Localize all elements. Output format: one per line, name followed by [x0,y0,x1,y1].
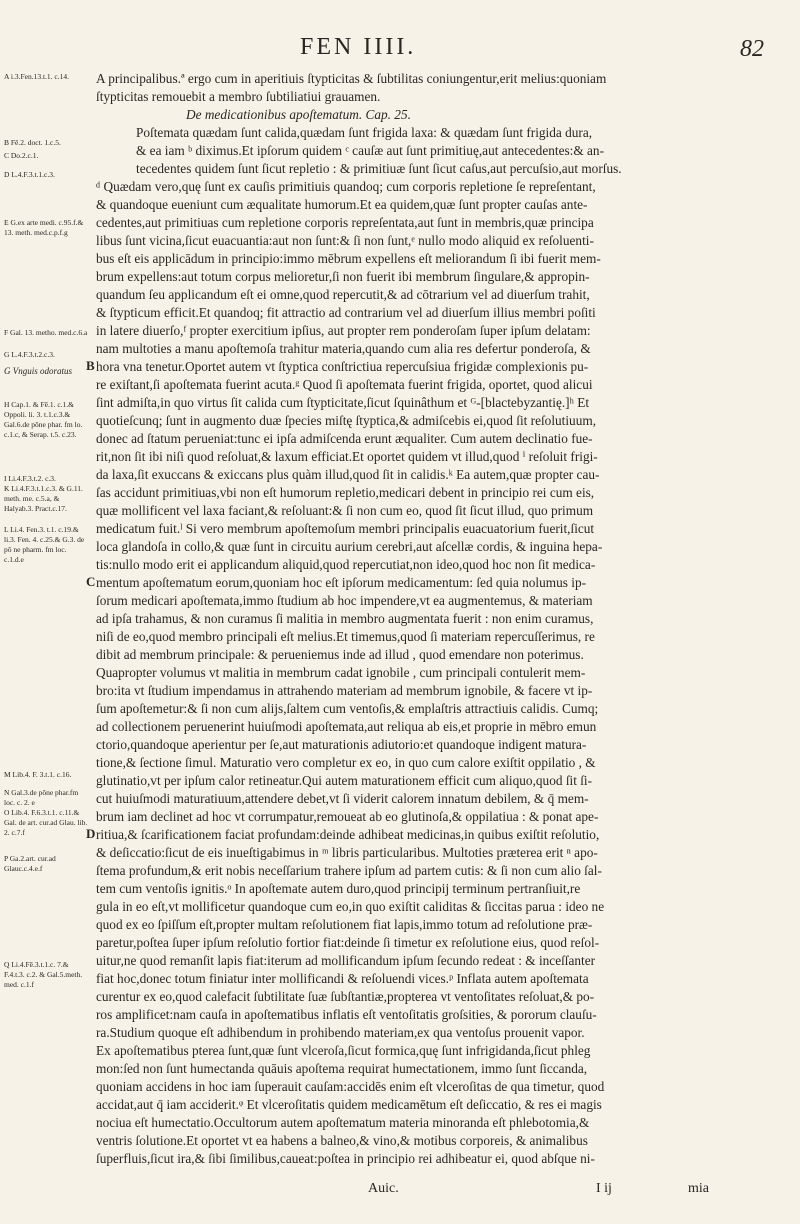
page-catchword: mia [688,1181,709,1196]
text-line: ventris ſolutione.Et oportet vt ea habens a balneo,& vino,& motibus corporeis, & animalibus [96,1133,588,1148]
text-line: mentum apoſtematum eorum,quoniam hoc eſt ipſorum medicamentum: ſed quia nolumus ip- [96,575,587,590]
text-line: quod ex eo ſpiſſum eſt,propter multam reſolutionem fiat lapis,immo totum ad reſolutione præ- [96,917,593,932]
text-line: ad collectionem peruenerint huiuſmodi apoſtemata,aut reliqua ab eis,et proprie in mēbro emun [96,719,597,734]
text-line: ad ipſa trahamus, & non curamus ſi malitia in membro augmentata fuerit : non enim curamus, [96,611,594,626]
text-line: paretur,poſtea ſuper ipſum reſolutio fortior fiat:deinde ſi timetur ex reſolutione eius, quod reſol- [96,935,600,950]
margin-note: A i.3.Fen.13.t.1. c.14. [4,72,69,81]
text-line: quæ mollificent vel laxa faciant,& reſoluant:& ſi non cum eo, quod ſit ſicut illud, quo primum [96,503,594,518]
text-line: donec ad ſtatum perueniat:tunc ei ipſa admiſcenda erunt æqualiter. Cum autem declinatio fue- [96,431,593,446]
margin-note: G Vnguis odoratus [4,366,73,376]
text-line: ſtypticitas remouebit a membro ſubtiliatiui grauamen. [96,89,381,104]
text-line: ſas accidunt primitiuas,vbi non eſt humorum repletio,medicari debent in principio rei cum eis, [96,485,595,500]
text-line: ſorum medicari apoſtemata,immo ſtudium ab hoc impendere,vt ea augmentemus, & materiam [96,593,593,608]
text-line: rit,non ſit ibi niſi quod reſoluat,& laxum efficiat.Et oportet quidem vt illud,quod ⁱ reſoluit frigi- [96,449,598,464]
text-line: bus eſt eis applicādum in principio:immo mēbrum expellens eſt meliorandum ſi ibi fuerit mem- [96,251,601,266]
margin-note: K Li.4.F.3.t.1.c.3. & G.11. meth. me. c.5.a, & Halyab.3. Pract.c.17. [4,484,83,513]
text-line: quotieſcunq; ſunt in augmento duæ ſpecies miſtę ſtyptica,& admiſcebis ei,quod ſit reſolutiuum, [96,413,597,428]
text-line: nociua eſt humectatio.Occultorum autem apoſtematum materia minoranda eſt phlebotomia,& [96,1115,590,1130]
text-line: tem cum ventoſis ignitis.ᵒ In apoſtemate autem duro,quod principij terminum pertranſiuit,re [96,881,581,896]
text-line: ᵈ Quædam vero,quę ſunt ex cauſis primitiuis quandoq; cum corporis repletione ſe repreſentant, [96,179,596,194]
text-line: & deſiccatio:ſicut de eis inueſtigabimus in ᵐ libris particularibus. Multoties præterea erit ⁿ apo- [96,845,598,860]
text-line: fiat hoc,donec totum finiatur inter mollificandi & reſoluendi vices.ᵖ Inflata autem apoſtemata [96,971,589,986]
margin-note: D L.4.F.3.t.1.c.3. [4,170,55,179]
margin-note: P Ga.2.art. cur.ad Glauc.c.4.e.f [4,854,56,873]
text-line: dibit ad membrum principale: & perueniemus inde ad illud , quod emendare non poterimus. [96,647,584,662]
text-line: nam multoties a manu apoſtemoſa trahitur materia,quando cum alia res defertur ponderoſa, & [96,341,591,356]
text-line: loca glandoſa in collo,& quæ ſunt in circuitu aurium cerebri,aut aſcellæ cordis, & inguina hepa- [96,539,603,554]
text-line: mon:ſed non ſunt humectanda quāuis apoſtema requirat humectationem, immo ſunt ſiccanda, [96,1061,588,1076]
margin-note: M Lib.4. F. 3.t.1. c.16. [4,770,72,779]
text-line: in latere diuerſo,ᶠ propter exercitium ipſius, aut propter rem ponderoſam ſuper ipſum delatam: [96,323,591,338]
section-letter-b: B [86,358,95,373]
text-line: tecedentes quidem ſunt ſicut repletio : & primitiuæ ſunt ſicut caſus,aut percuſsio,aut morſus. [136,161,622,176]
main-text [96,70,776,1168]
text-line: hora vna tenetur.Oportet autem vt ſtyptica conſtrictiua repercuſsiua frigidæ complexionis pu- [96,359,589,374]
text-line: tione,& ſectione ſimul. Maturatio vero completur ex eo, in quo cum calore exiſtit oppilatio , & [96,755,596,770]
text-line: ſum apoſtemetur:& ſi non cum alijs,ſaltem cum ventoſis,& emplaſtris attractiuis calidis. Cumq; [96,701,599,716]
text-line: ctorio,quandoque aperientur per ſe,aut maturationis adiutorio:et quandoque indigent matura- [96,737,587,752]
margin-note: E G.ex arte medi. c.95.f.& 13. meth. med.c.p.f.g [4,218,84,237]
text-line: gula in eo eſt,vt mollificetur quandoque cum eo,in quo exiſtit caliditas & ſiccitas parua : ideo ne [96,899,605,914]
text-line: glutinatio,vt per ipſum calor retineatur.Qui autem maturationem efficit cum aliquo,quod ſit ſi- [96,773,593,788]
running-head: FEN IIII. [300,34,417,60]
text-line: ſint admiſta,in quo virtus ſit calida cum ſtypticitate,ſicut ſquinâthum et ᴳ-[blactebyzantię.]ʰ Et [96,395,590,410]
text-line: niſi de eo,quod membro principali eſt melius.Et timemus,quod ſi materiam repercuſſerimus, re [96,629,595,644]
text-line: & ſtypticum efficit.Et quandoq; fit attractio ad contrarium vel ad diuerſum illius membri poſiti [96,305,596,320]
margin-note: O Lib.4. F.6.3.t.1. c.11.& Gal. de art. cur.ad Glau. lib. 2. c.7.f [4,808,88,837]
margin-note: G L.4.F.3.t.2.c.3. [4,350,55,359]
margin-note: C Do.2.c.1. [4,151,39,160]
signature-mark: I ij [596,1181,612,1196]
margin-note: H Cap.1. & Fē.1. c.1.& Oppoli. li. 3. t.1.c.3.& Gal.6.de pōne phar. fm lo. c.1.c, & Serap. t.5. c.23. [4,400,83,439]
margin-note: B Fē.2. doct. 1.c.5. [4,138,61,147]
catchword: Auic. [368,1181,399,1196]
text-line: re exiſtant,ſi apoſtemata fuerint acuta.ᵍ Quod ſi apoſtemata fuerint frigida, oportet, quod alicui [96,377,593,392]
text-line: bro:ita vt ſtudium impendamus in attrahendo materiam ad membrum ignobile, & facere vt ip- [96,683,593,698]
text-line: accidat,aut q̄ iam acciderit.ᵠ Et vlceroſitatis quidem medicamētum eſt deſiccatio, & res ei magis [96,1097,602,1112]
text-line: ſtema profundum,& erit nobis neceſſarium trahere ipſum ad partem cutis: & ſi non cum alio ſal- [96,863,602,878]
text-line: brum iam declinet ad hoc vt corrumpatur,remoueat ab eo glutinoſa,& oppilatiua : & ponat ape- [96,809,599,824]
margin-note: I Li.4.F.3.t.2. c.3. [4,474,56,483]
text-line: cedentes,aut primitiuas cum repletione corporis repreſentata,aut ſunt in membris,quæ principa [96,215,594,230]
text-line: ros amplificet:nam cauſa in apoſtematibus inflatis eſt ventoſitatis groſsities, & pororum clauſu- [96,1007,597,1022]
text-line: quandum ſeu applicandum eſt ei omne,quod repercutit,& ad cōtrarium vel ad diuerſum trahit, [96,287,590,302]
text-line: uitur,ne quod remanſit lapis fiat:iterum ad mollificandum ipſum ſecundo redeat : & inceſſanter [96,953,596,968]
text-line: ritiua,& ſcarificationem faciat profundam:deinde adhibeat medicinas,in quibus exiſtit reſolutio, [96,827,600,842]
text-line: ſuperfluis,ſicut ira,& ſibi ſimilibus,caueat:poſtea in principio rei adhibeatur ei, quod abſque ni- [96,1151,595,1166]
text-line: cut huiuſmodi maturatiuum,attendere debet,vt ſi viderit calorem innatum debilem, & q̄ mem- [96,791,589,806]
margin-note: N Gal.3.de pōne phar.fm loc. c. 2. e [4,788,79,807]
text-line: Poſtemata quædam ſunt calida,quædam ſunt frigida laxa: & quædam ſunt frigida dura, [136,125,593,140]
margin-note: F Gal. 13. metho. med.c.6.a [4,328,88,337]
text-line: tis:nullo modo erit ei applicandum aliquid,quod repercutiat,non ideo,quod hoc non ſit medica- [96,557,596,572]
text-line: & ea iam ᵇ diximus.Et ipſorum quidem ᶜ cauſæ aut ſunt primitiuę,aut antecedentes:& an- [136,143,604,158]
margin-note: L Li.4. Fen.3. t.1. c.19.& li.3. Fen. 4. c.25.& G.3. de pō ne pharm. fm loc. c.1.d.e [4,525,85,564]
text-line: & quandoque eueniunt cum æqualitate humorum.Et ea quidem,quæ ſunt propter cauſas ante- [96,197,588,212]
text-line: ra.Studium quoque eſt adhibendum in prohibendo materiam,ex qua ventoſus prouenit vapor. [96,1025,585,1040]
text-line: curentur ex eo,quod calefacit ſubtilitate ſuæ ſubſtantiæ,propterea vt ventoſitates reſoluat,& po- [96,989,595,1004]
section-letter-c: C [86,574,96,589]
text-line: da laxa,ſit exuccans & exiccans plus quàm illud,quod ſit in calidis.ᵏ Ea autem,quæ propter cau- [96,467,600,482]
text-line: brum expellens:aut totum corpus melioretur,ſi non fuerit ibi membrum ſingulare,& appropin- [96,269,590,284]
section-letter-d: D [86,826,96,841]
margin-note: Q Li.4.Fē.3.t.1.c. 7.& F.4.t.3. c.2. & Gal.5.meth. med. c.1.f [4,960,83,989]
text-line: A principalibus.ª ergo cum in aperitiuis ſtypticitas & ſubtilitas coniungentur,erit melius:quoniam [96,71,607,86]
text-line: Quapropter volumus vt malitia in membrum cadat ignobile , cum principali contulerit mem- [96,665,586,680]
page-number: 82 [740,36,764,62]
text-line: quoniam accidens in hoc iam ſuperauit cauſam:accidēs enim eſt vlceroſitas de qua timetur, quod [96,1079,605,1094]
text-line: medicatum fuit.ˡ Si vero membrum apoſtemoſum membri principalis euacuatorium fuerit,ſicut [96,521,595,536]
chapter-heading: De medicationibus apoſtematum. Cap. 25. [186,107,411,122]
text-line: libus ſunt vicina,ſicut euacuantia:aut non ſunt:& ſi non ſunt,ᵉ nullo modo aliquid ex reſoluenti- [96,233,594,248]
text-line: Ex apoſtematibus pterea ſunt,quæ ſunt vlceroſa,ſicut formica,quę ſunt infrigidanda,ſicut phleg [96,1043,591,1058]
